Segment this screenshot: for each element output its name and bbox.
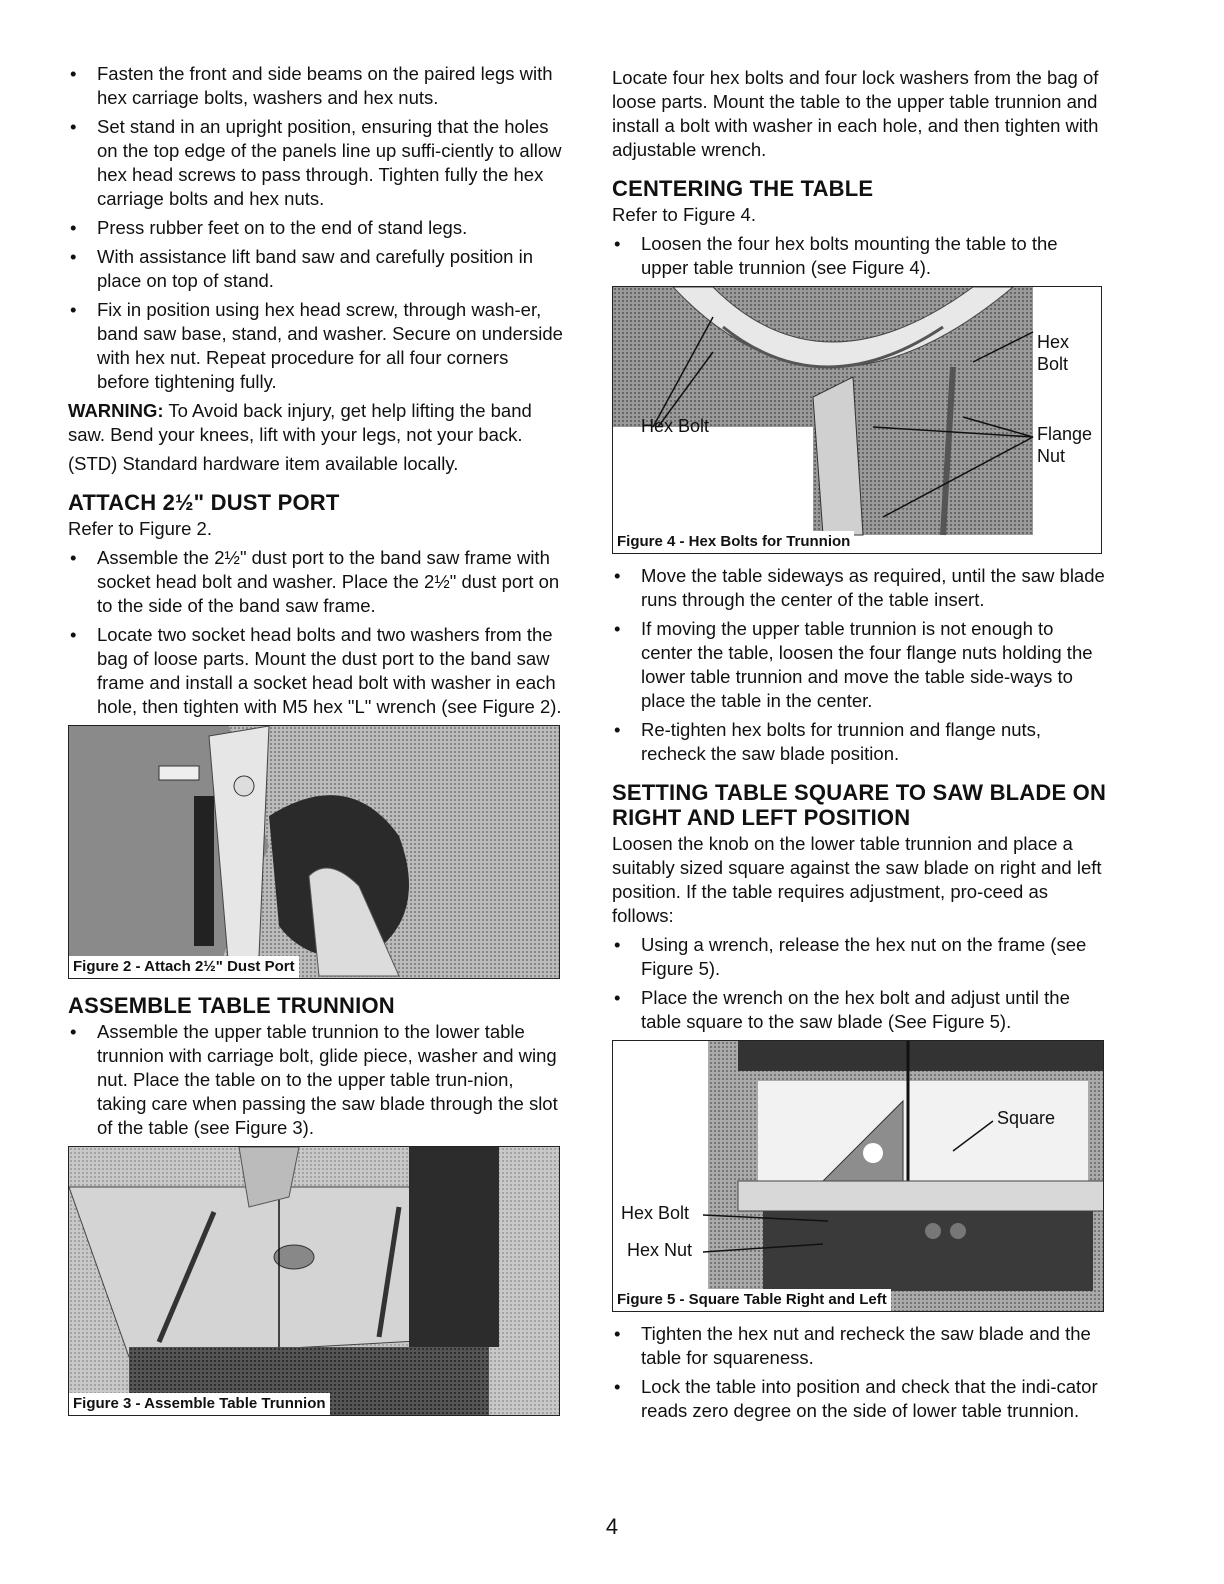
- list-item: • Re-tighten hex bolts for trunnion and flange nuts, recheck the saw blade position.: [612, 718, 1107, 766]
- warning-text: To Avoid back injury, get help lifting the band saw. Bend your knees, lift with your legs, not your back.: [68, 400, 532, 445]
- list-item: • Place the wrench on the hex bolt and adjust until the table square to the saw blade (See Figure 5).: [612, 986, 1107, 1034]
- dust-port-list: [68, 546, 563, 719]
- figure-3-illustration: [69, 1147, 559, 1415]
- figure-5-label-hex-nut: Hex Nut: [627, 1240, 693, 1260]
- centering-list-before: [612, 232, 1107, 280]
- figure-3: [68, 1146, 560, 1416]
- list-item: • Assemble the 2½" dust port to the band saw frame with socket head bolt and washer. Place the 2½" dust port on to the side of the band saw frame.: [68, 546, 563, 618]
- dust-port-heading: ATTACH 2½" DUST PORT: [68, 490, 340, 515]
- dust-port-refer: Refer to Figure 2.: [68, 518, 212, 539]
- warning-paragraph: [68, 399, 563, 447]
- figure-4: [612, 286, 1102, 554]
- list-item: • If moving the upper table trunnion is not enough to center the table, loosen the four flange nuts holding the lower table trunnion and move the table side-ways to place the table in the center.: [612, 617, 1107, 713]
- list-item: • With assistance lift band saw and carefully position in place on top of stand.: [68, 245, 563, 293]
- list-item: • Lock the table into position and check that the indi-cator reads zero degree on the side of lower table trunnion.: [612, 1375, 1107, 1423]
- list-item: • Fix in position using hex head screw, through wash-er, band saw base, stand, and washer. Secure on underside with hex nut. Repeat procedure for all four corners before tightening fully.: [68, 298, 563, 394]
- square-intro: Loosen the knob on the lower table trunnion and place a suitably sized square against the saw blade on right and left position. If the table requires adjustment, pro-ceed as follows:: [612, 833, 1102, 926]
- right-column: [612, 66, 1107, 1428]
- figure-4-caption: Figure 4 - Hex Bolts for Trunnion: [613, 531, 854, 553]
- warning-label: WARNING:: [68, 400, 164, 421]
- figure-5-label-hex-bolt: Hex Bolt: [621, 1203, 690, 1223]
- figure-2-illustration: [69, 726, 559, 978]
- list-item: • Set stand in an upright position, ensuring that the holes on the top edge of the panels line up suffi-ciently to allow hex head screws to pass through. Tighten fully the hex carriage bolts and hex nuts.: [68, 115, 563, 211]
- figure-2: [68, 725, 560, 979]
- square-list-before: [612, 933, 1107, 1034]
- table-mount-intro: Locate four hex bolts and four lock washers from the bag of loose parts. Mount the table to the upper table trunnion and install a bolt with washer in each hole, and then tighten with adjustable wrench.: [612, 67, 1099, 160]
- std-note: (STD) Standard hardware item available locally.: [68, 453, 459, 474]
- figure-4-label-flange-nut: Flange Nut: [1037, 424, 1093, 466]
- figure-3-caption: Figure 3 - Assemble Table Trunnion: [69, 1393, 330, 1415]
- centering-list-after: [612, 564, 1107, 766]
- figure-5-caption: Figure 5 - Square Table Right and Left: [613, 1289, 891, 1311]
- list-item: • Locate two socket head bolts and two washers from the bag of loose parts. Mount the dust port to the band saw frame and install a socket head bolt with washer in each hole, then tighten with M5 hex "L" wrench (see Figure 2).: [68, 623, 563, 719]
- centering-heading: CENTERING THE TABLE: [612, 176, 874, 201]
- list-item: • Tighten the hex nut and recheck the saw blade and the table for squareness.: [612, 1322, 1107, 1370]
- left-column: [68, 62, 563, 1426]
- list-item: • Assemble the upper table trunnion to the lower table trunnion with carriage bolt, glide piece, washer and wing nut. Place the table on to the upper table trun-nion, taking care when passing the saw blade through the slot of the table (see Figure 3).: [68, 1020, 563, 1140]
- page-number: 4: [605, 1514, 619, 1539]
- figure-5-illustration: [613, 1041, 1103, 1311]
- figure-5-label-square: Square: [997, 1108, 1056, 1128]
- trunnion-heading: ASSEMBLE TABLE TRUNNION: [68, 993, 395, 1018]
- figure-5: [612, 1040, 1104, 1312]
- list-item: • Press rubber feet on to the end of stand legs.: [68, 216, 563, 240]
- list-item: • Fasten the front and side beams on the paired legs with hex carriage bolts, washers and hex nuts.: [68, 62, 563, 110]
- list-item: • Using a wrench, release the hex nut on the frame (see Figure 5).: [612, 933, 1107, 981]
- figure-4-label-hex-bolt-right: Hex Bolt: [1037, 332, 1070, 374]
- figure-2-caption: Figure 2 - Attach 2½" Dust Port: [69, 956, 299, 978]
- figure-4-label-hex-bolt-left: Hex Bolt: [641, 416, 710, 436]
- stand-assembly-list: [68, 62, 563, 394]
- list-item: • Loosen the four hex bolts mounting the table to the upper table trunnion (see Figure 4).: [612, 232, 1107, 280]
- square-heading: SETTING TABLE SQUARE TO SAW BLADE ON RIGHT AND LEFT POSITION: [612, 780, 1107, 830]
- trunnion-list: [68, 1020, 563, 1140]
- centering-refer: Refer to Figure 4.: [612, 204, 756, 225]
- list-item: • Move the table sideways as required, until the saw blade runs through the center of the table insert.: [612, 564, 1107, 612]
- square-list-after: [612, 1322, 1107, 1423]
